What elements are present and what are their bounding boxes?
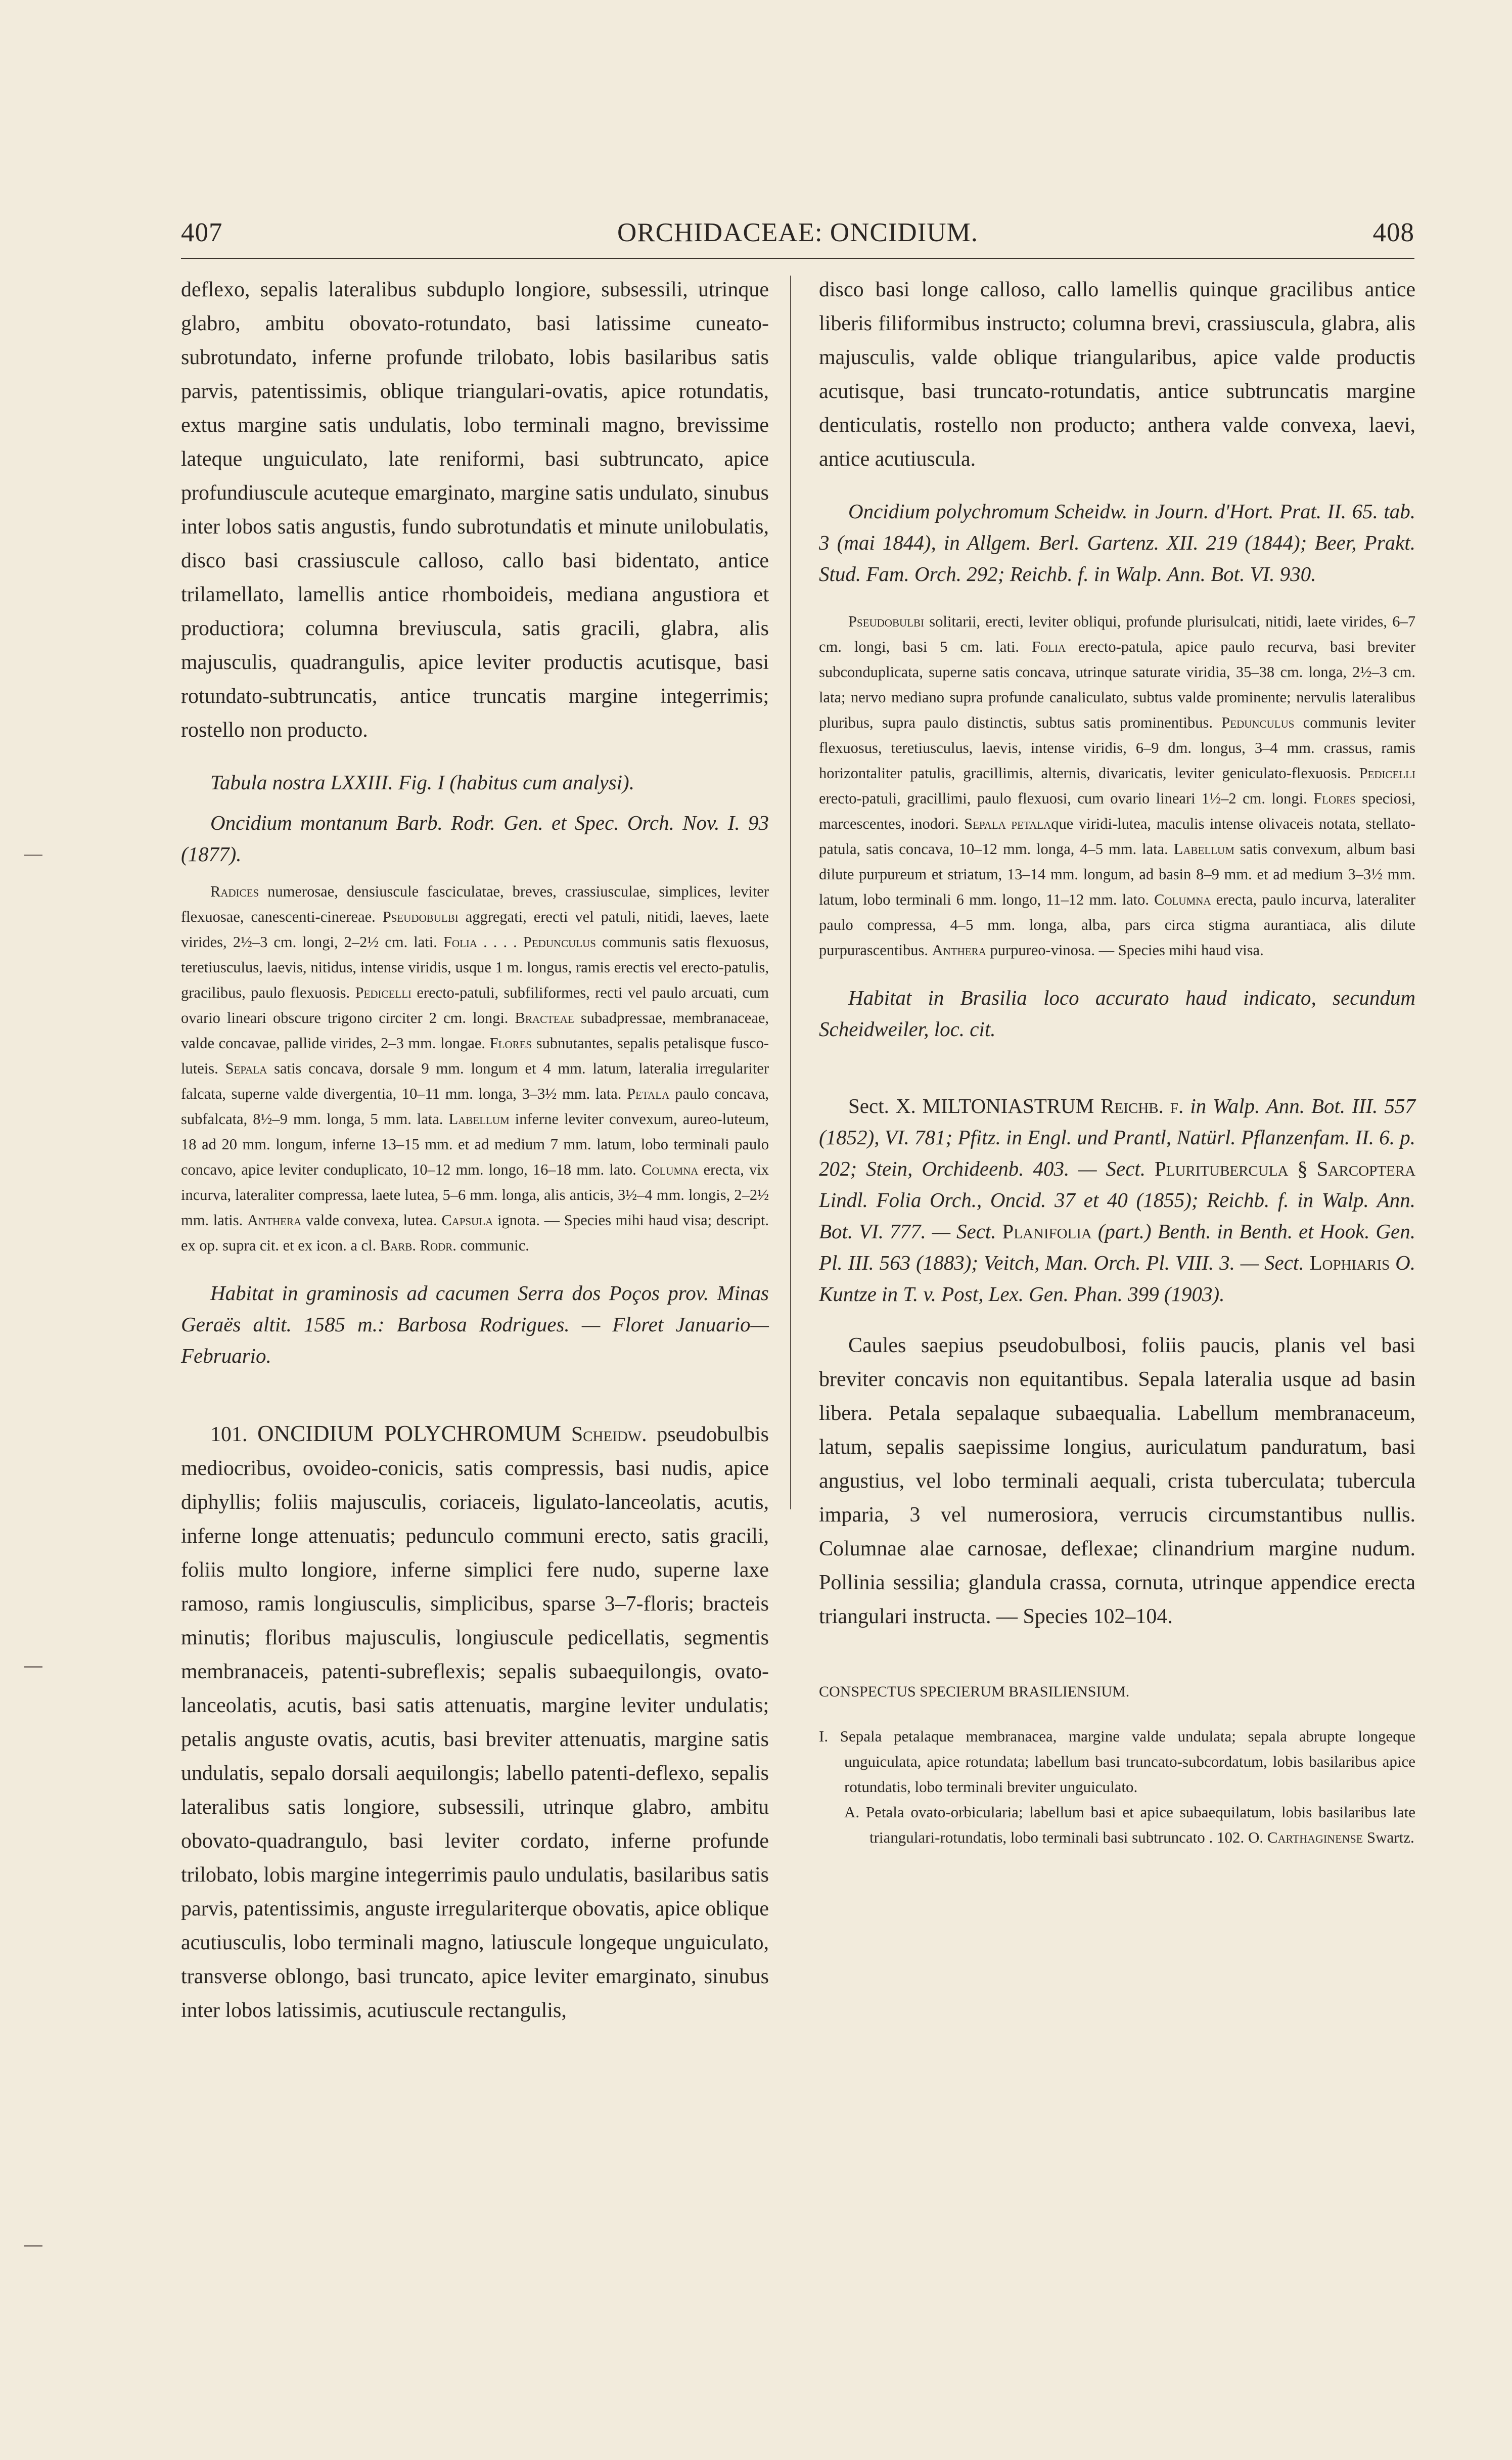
- desc-text: inferne leviter convexum, aureo-luteum, 18 ad 20 mm. longum, inferne 13–15 mm. et ad medium 7 mm. latum, lobo terminali paulo concavo, apice leviter conduplicato, 10–12 mm. longo, 16–18 mm. lato.: [181, 1110, 769, 1178]
- desc-text: subnutantes, sepalis petalisque fusco-luteis.: [181, 1035, 769, 1077]
- desc-text: valde convexa, lutea.: [301, 1212, 442, 1229]
- key-text: A. Petala ovato-orbicularia; labellum basi et apice subaequilatum, lobis basilaribus late triangulari-rotundatis, lobo terminali basi subtruncato . 102. O.: [844, 1803, 1415, 1846]
- left-column: [181, 273, 769, 2028]
- term-sepala: Sepala: [225, 1060, 267, 1077]
- section-title: Sect. X. MILTONIASTRUM: [848, 1094, 1101, 1117]
- desc-text: erecto-patula, apice paulo recurva, basi breviter subconduplicata, superne satis concava, utrinque saturate viridia, 35–38 cm. longa, 2½–3 cm. lata; nervo mediano supra profunde canaliculato, subtus valde prominente; nervulis lateralibus pluribus, supra paulo distinctis, subtus satis prominentibus.: [819, 638, 1415, 731]
- term-sepala-petala: Sepala petala: [964, 815, 1051, 832]
- page-number-left: 407: [181, 218, 223, 247]
- habitat-montanum: Habitat in graminosis ad cacumen Serra dos Poços prov. Minas Geraës altit. 1585 m.: Barbosa Rodrigues. — Floret Januario—Februario.: [181, 1281, 769, 1367]
- section-citation: (part.) Benth. in Benth. et Hook. Gen. Pl. III. 563 (1883); Veitch, Man. Orch. Pl. VIII. 3. — Sect.: [819, 1220, 1415, 1274]
- right-paragraph-continued: disco basi longe calloso, callo lamellis quinque gracilibus antice liberis filiformibus instructo; columna brevi, crassiuscula, glabra, alis majusculis, valde oblique triangularibus, apice valde productis acutisque, basi truncato-rotundatis, antice subtruncatis margine denticulatis, rostello non producto; anthera valde convexa, laevi, antice acutiuscula.: [819, 278, 1415, 471]
- term-folia: Folia: [443, 933, 478, 951]
- desc-text: solitarii, erecti, leviter obliqui, profunde plurisulcati, nitidi, laete virides, 6–7 cm. longi, basi 5 cm. lati.: [819, 613, 1415, 655]
- desc-text: communis leviter flexuosus, teretiusculus, laevis, intense viridis, 6–9 dm. longus, 3–4 mm. crassus, ramis horizontaliter patulis, gracillimis, alternis, divaricatis, leviter geniculato-flexuosis.: [819, 714, 1415, 782]
- term-bracteae: Bracteae: [515, 1009, 574, 1026]
- species-carthaginense: Carthaginense: [1267, 1828, 1363, 1846]
- synonym-citation: Oncidium montanum Barb. Rodr. Gen. et Spec. Orch. Nov. I. 93 (1877).: [181, 811, 769, 866]
- term-columna: Columna: [641, 1161, 699, 1178]
- term-pedunculus: Pedunculus: [523, 933, 596, 951]
- section-name: Planifolia: [1002, 1220, 1092, 1243]
- desc-text: communis satis flexuosus, teretiusculus, laevis, nitidus, intense viridis, usque 1 m. longus, ramis erectis vel erecto-patulis, gracilibus, paulo flexuosis.: [181, 933, 769, 1001]
- term-anthera: Anthera: [932, 942, 986, 959]
- section-author: Reichb. f.: [1101, 1094, 1184, 1117]
- species-author: Scheidw.: [571, 1423, 647, 1446]
- term-capsula: Capsula: [441, 1212, 493, 1229]
- section-name: Pluritubercula: [1154, 1157, 1289, 1180]
- habitat-polychromum: Habitat in Brasilia loco accurato haud indicato, secundum Scheidweiler, loc. cit.: [819, 986, 1415, 1041]
- key-entry-a: [819, 1800, 1415, 1850]
- desc-text: ignota. — Species mihi haud visa; descript. ex op. supra cit. et ex icon. a cl.: [181, 1212, 769, 1254]
- term-radices: Radices: [210, 883, 259, 900]
- section-citation: in Walp. Ann. Bot. III. 557 (1852), VI. 781; Pfitz. in Engl. und Prantl, Natürl. Pflanzenfam. II. 6. p. 202; Stein, Orchideenb. 403. — Sect.: [819, 1094, 1415, 1180]
- desc-text: erecta, paulo incurva, lateraliter paulo compressa, 4–5 mm. longa, alba, pars circa stigma aurantiaca, alis dilute purpurascentibus.: [819, 891, 1415, 959]
- desc-text: erecto-patuli, subfiliformes, recti vel paulo arcuati, cum ovario lineari obscure trigono circiter 2 cm. longi.: [181, 984, 769, 1026]
- desc-text: aggregati, erecti vel patuli, nitidi, laeves, laete virides, 2½–3 cm. longi, 2–2½ cm. lati.: [181, 908, 769, 951]
- species-description-polychromum: [819, 609, 1415, 963]
- term-flores: Flores: [489, 1035, 532, 1052]
- key-author: Swartz.: [1363, 1828, 1414, 1846]
- margin-tick: [24, 2245, 42, 2247]
- section-sep: §: [1288, 1157, 1317, 1180]
- section-name: Lophiaris: [1309, 1251, 1390, 1274]
- desc-text: satis concava, dorsale 9 mm. longum et 4 mm. latum, lateralia irregulariter falcata, superne valde divergentia, 10–11 mm. longa, 3–3½ mm. lata.: [181, 1060, 769, 1102]
- running-title: ORCHIDACEAE: ONCIDIUM.: [617, 218, 978, 247]
- desc-text: satis convexum, album basi dilute purpureum et striatum, 13–14 mm. longum, ad basin 8–9 mm. et ad medium 3–3½ mm. latum, lobo terminali 6 mm. longo, 11–12 mm. lato.: [819, 840, 1416, 908]
- term-folia: Folia: [1032, 638, 1066, 655]
- synonym-citation-polychromum: Oncidium polychromum Scheidw. in Journ. d'Hort. Prat. II. 65. tab. 3 (mai 1844), in Allgem. Berl. Gartenz. XII. 219 (1844); Beer, Prakt. Stud. Fam. Orch. 292; Reichb. f. in Walp. Ann. Bot. VI. 930.: [819, 500, 1415, 586]
- species-101-diagnosis: [181, 1417, 769, 2028]
- species-number: 101.: [210, 1423, 248, 1446]
- term-columna: Columna: [1154, 891, 1211, 908]
- species-diagnosis-text: pseudobulbis mediocribus, ovoideo-conicis, satis compressis, basi nudis, apice diphyllis; foliis majusculis, coriaceis, ligulato-lanceolatis, acutis, inferne longe attenuatis; pedunculo communi erecto, satis gracili, foliis multo longiore, inferne simplici fere nudo, superne laxe ramoso, ramis longiusculis, simplicibus, sparse 3–7-floris; bracteis minutis; floribus majusculis, longiuscule pedicellatis, segmentis membranaceis, patenti-subreflexis; sepalis subaequilongis, ovato-lanceolatis, acutis, basi satis attenuatis, margine leviter undulatis; petalis anguste ovatis, acutis, basi breviter attenuatis, margine satis undulatis, sepalo dorsali aequilongis; labello patenti-deflexo, sepalis lateralibus satis longiore, subsessili, utrinque glabro, ambitu obovato-quadrangulo, basi leviter cordato, inferne profunde trilobato, lobis margine integerrimis paulo undulatis, basilaribus satis parvis, patentissimis, anguste irregulariterque obovatis, apice oblique acutiusculis, lobo terminali magno, latiuscule longeque unguiculato, transverse oblongo, basi truncato, apice leviter emarginato, sinubus inter lobos latissimis, acutiuscule rectangulis,: [181, 1423, 769, 2022]
- conspectus-heading: CONSPECTUS SPECIERUM BRASILIENSIUM.: [819, 1683, 1130, 1700]
- section-description: Caules saepius pseudobulbosi, foliis paucis, planis vel basi breviter concavis non equitantibus. Sepala lateralia usque ad basin libera. Petala sepalaque subaequalia. Labellum membranaceum, latum, sepalis saepissime longius, auriculatum panduratum, basi angustius, vel lobo terminali aequali, crista tuberculata; tubercula imparia, 3 vel numerosiora, verrucis circumstantibus nullis. Columnae alae carnosae, deflexae; clinandrium margine nudum. Pollinia sessilia; glandula crassa, cornuta, utrinque appendice erecta triangulari instructa. — Species 102–104.: [819, 1334, 1415, 1628]
- desc-text: purpureo-vinosa. — Species mihi haud visa.: [986, 942, 1264, 959]
- desc-text: subadpressae, membranaceae, valde concavae, pallide virides, 2–3 mm. longae.: [181, 1009, 769, 1052]
- section-citation: Lindl. Folia Orch., Oncid. 37 et 40 (1855); Reichb. f. in Walp. Ann. Bot. VI. 777. — Sect.: [819, 1188, 1415, 1243]
- section-name: Sarcoptera: [1316, 1157, 1416, 1180]
- term-flores: Flores: [1313, 790, 1356, 807]
- species-description-montanum: [181, 879, 769, 1258]
- term-pedicelli: Pedicelli: [1359, 765, 1415, 782]
- margin-tick: [24, 1666, 42, 1668]
- column-divider: [790, 276, 791, 1509]
- margin-tick: [24, 855, 42, 856]
- term-pedicelli: Pedicelli: [355, 984, 412, 1001]
- species-name: ONCIDIUM POLYCHROMUM: [257, 1421, 562, 1446]
- desc-text: paulo concava, subfalcata, 8½–9 mm. longa, 5 mm. lata.: [181, 1085, 769, 1128]
- term-labellum: Labellum: [1173, 840, 1234, 858]
- desc-text: erecta, vix incurva, lateraliter compressa, laete lutea, 5–6 mm. longa, alis anticis, 3½–4 mm. longis, 2–2½ mm. latis.: [181, 1161, 769, 1229]
- page-header: [181, 217, 1414, 258]
- term-pedunculus: Pedunculus: [1221, 714, 1295, 731]
- key-entry-i: I. Sepala petalaque membranacea, margine valde undulata; sepala abrupte longeque unguiculata, apice rotundata; labellum basi truncato-subcordatum, lobis basilaribus apice rotundatis, lobo terminali breviter unguiculato.: [819, 1727, 1415, 1796]
- page-number-right: 408: [1372, 218, 1414, 247]
- desc-text: numerosae, densiuscule fasciculatae, breves, crassiusculae, simplices, leviter flexuosae, canescenti-cinereae.: [181, 883, 769, 925]
- left-paragraph-continued: deflexo, sepalis lateralibus subduplo longiore, subsessili, utrinque glabro, ambitu obovato-rotundato, basi latissime cuneato-subrotundato, inferne profunde trilobato, lobis basilaribus satis parvis, patentissimis, oblique triangulari-ovatis, apice rotundatis, extus margine satis undulatis, lobo terminali magno, brevissime lateque unguiculato, late reniformi, basi subtruncato, apice profundiuscule acuteque emarginato, margine satis undulato, sinubus inter lobos satis angustis, fundo subrotundatis et minute unilobulatis, disco basi crassiuscule calloso, callo basi bidentato, antice trilamellato, lamellis antice rhomboideis, mediana angustiora et productiora; columna breviuscula, satis gracili, glabra, alis majusculis, quadrangulis, apice leviter productis acutisque, basi rotundato-subtruncatis, antice truncatis margine integerrimis; rostello non producto.: [181, 278, 769, 742]
- desc-text: que viridi-lutea, maculis intense olivaceis notata, stellato-patula, satis concava, 10–12 mm. longa, 4–5 mm. lata.: [819, 815, 1415, 858]
- term-pseudobulbi: Pseudobulbi: [382, 908, 459, 925]
- term-anthera: Anthera: [247, 1212, 302, 1229]
- section-heading-miltoniastrum: [819, 1090, 1415, 1310]
- desc-text: erecto-patuli, gracillimi, paulo flexuosi, cum ovario lineari 1½–2 cm. longi.: [819, 790, 1314, 807]
- right-column: [819, 273, 1415, 1850]
- term-labellum: Labellum: [448, 1110, 510, 1128]
- tabula-reference: Tabula nostra LXXIII. Fig. I (habitus cum analysi).: [210, 771, 634, 794]
- desc-text: . . . .: [477, 933, 523, 951]
- term-petala: Petala: [627, 1085, 670, 1102]
- author-barb-rodr: Barb. Rodr.: [380, 1237, 456, 1254]
- desc-text: communic.: [456, 1237, 529, 1254]
- term-pseudobulbi: Pseudobulbi: [848, 613, 924, 630]
- header-rule: [181, 258, 1414, 259]
- desc-text: speciosi, marcescentes, inodori.: [819, 790, 1416, 832]
- section-citation: O. Kuntze in T. v. Post, Lex. Gen. Phan. 399 (1903).: [819, 1251, 1416, 1306]
